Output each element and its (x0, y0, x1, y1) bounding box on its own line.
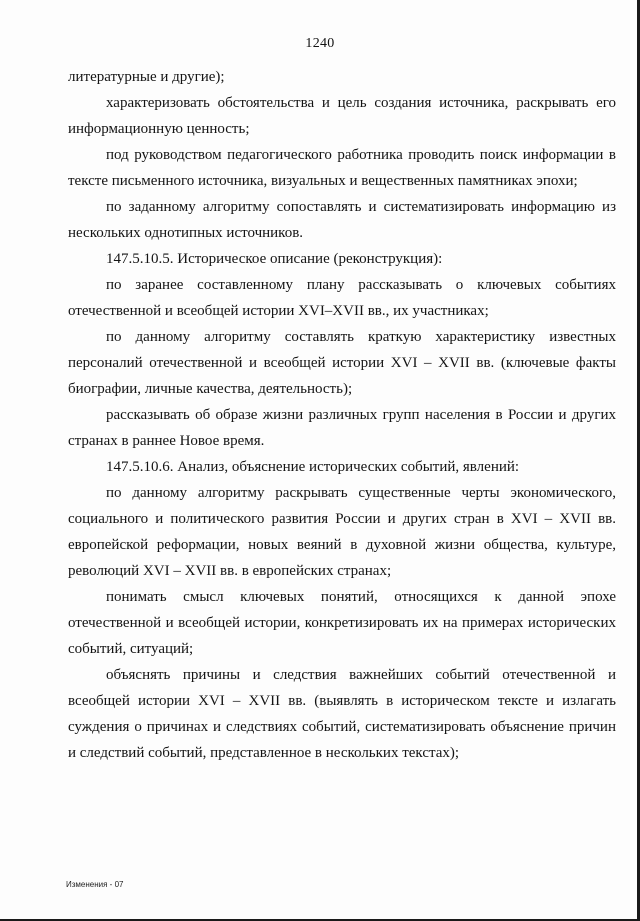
paragraph: по заранее составленному плану рассказывать о ключевых событиях отечественной и всеобщей истории XVI–XVII вв., их участниках; (68, 277, 616, 319)
paragraph: объяснять причины и следствия важнейших событий отечественной и всеобщей истории XVI – XVII вв. (выявлять в историческом тексте и излагать суждения о причинах и следствиях событий, систематизировать объяснение причин и следствий событий, представленное в нескольких текстах); (68, 667, 616, 761)
document-body (68, 64, 616, 766)
paragraph: по данному алгоритму составлять краткую характеристику известных персоналий отечественной и всеобщей истории XVI – XVII вв. (ключевые факты биографии, личные качества, деятельность); (68, 329, 616, 397)
section-heading: 147.5.10.6. Анализ, объяснение исторических событий, явлений: (106, 459, 520, 475)
section-heading: 147.5.10.5. Историческое описание (реконструкция): (106, 251, 443, 267)
paragraph: характеризовать обстоятельства и цель создания источника, раскрывать его информационную ценность; (68, 95, 616, 137)
paragraph-continuation: литературные и другие); (68, 69, 225, 85)
paragraph: по заданному алгоритму сопоставлять и систематизировать информацию из нескольких однотипных источников. (68, 199, 616, 241)
page-number: 1240 (305, 36, 335, 51)
paragraph: рассказывать об образе жизни различных групп населения в России и других странах в раннее Новое время. (68, 407, 616, 449)
footer-revision-note: Изменения - 07 (66, 880, 124, 889)
paragraph: под руководством педагогического работника проводить поиск информации в тексте письменного источника, визуальных и вещественных памятниках эпохи; (68, 147, 616, 189)
paragraph: по данному алгоритму раскрывать существенные черты экономического, социального и политического развития России и других стран в XVI – XVII вв. европейской реформации, новых веяний в духовной жизни общества, культуре, революций XVI – XVII вв. в европейских странах; (68, 485, 616, 579)
paragraph: понимать смысл ключевых понятий, относящихся к данной эпохе отечественной и всеобщей истории, конкретизировать их на примерах исторических событий, ситуаций; (68, 589, 616, 657)
